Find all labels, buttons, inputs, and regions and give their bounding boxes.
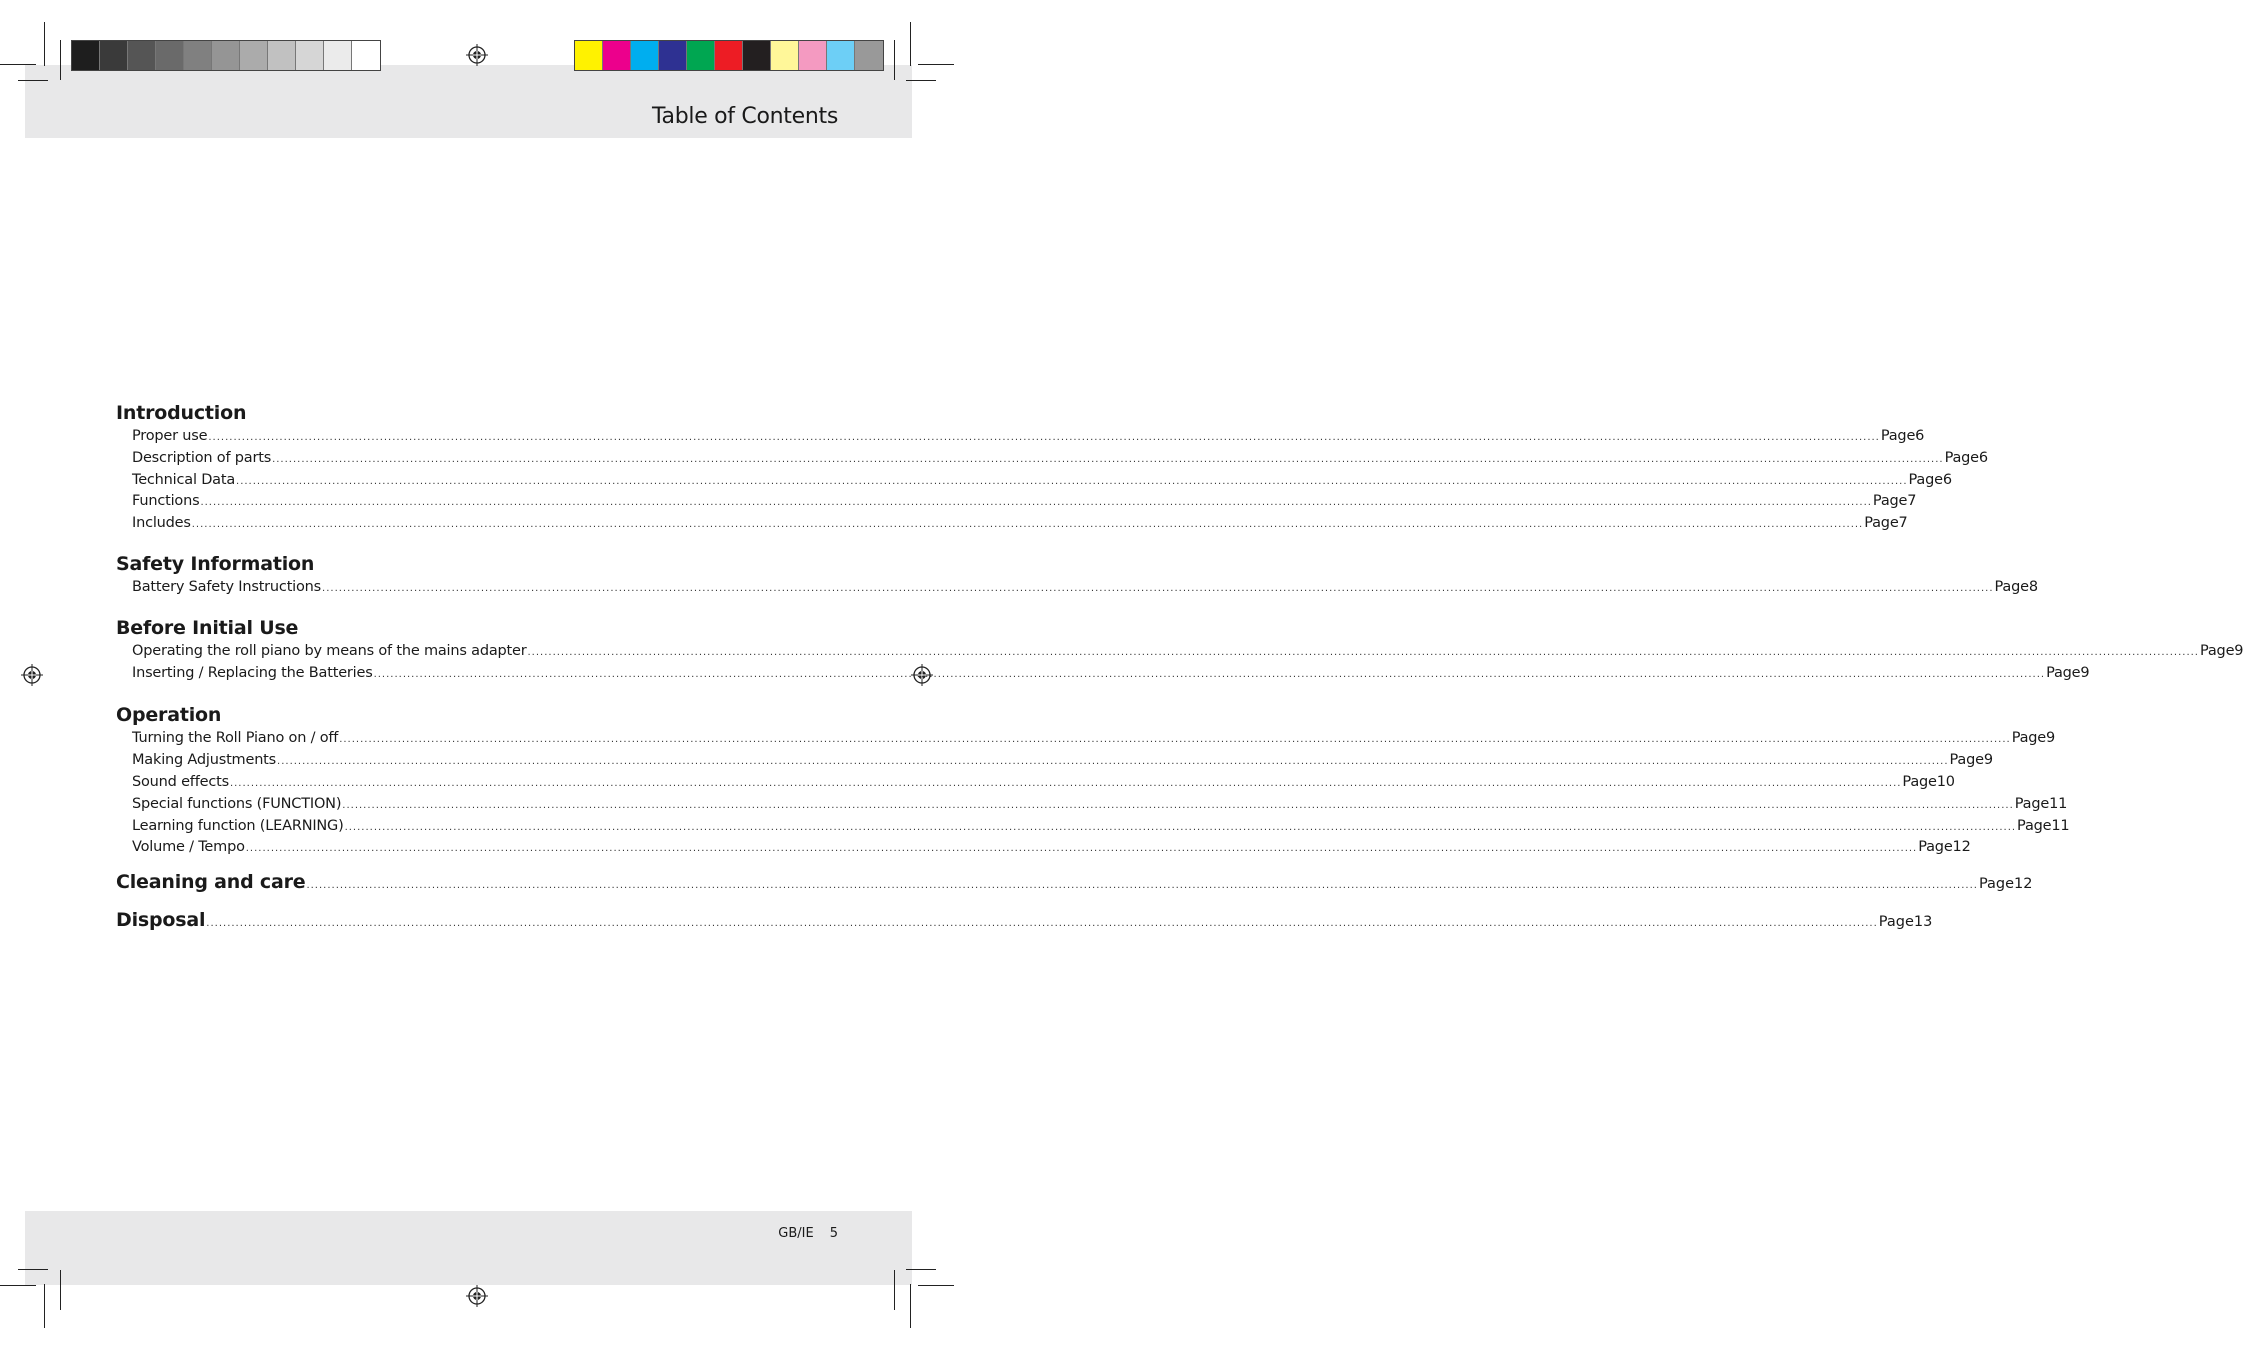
- page-number: 8: [2028, 578, 2038, 595]
- footer-band: [25, 1211, 912, 1285]
- dot-leader: ................................................................................................................................................................................................................................................................................................................................................................................................................: [236, 475, 1908, 487]
- entry-label: Includes: [132, 515, 191, 532]
- section-heading: Before Initial Use: [116, 616, 299, 639]
- toc-entry[interactable]: [116, 772, 1955, 794]
- page-label: Page: [1880, 428, 1916, 444]
- dot-leader: ................................................................................................................................................................................................................................................................................................................................................................................................................: [373, 668, 2046, 680]
- crop-mark: [910, 1284, 911, 1328]
- dot-leader: ................................................................................................................................................................................................................................................................................................................................................................................................................: [245, 843, 1918, 855]
- color-swatch: [827, 41, 855, 70]
- color-swatch: [240, 41, 268, 70]
- entry-label: Making Adjustments: [132, 752, 277, 769]
- toc-entry[interactable]: [116, 663, 2090, 685]
- color-swatch: [296, 41, 324, 70]
- footer-page-number: 5: [829, 1226, 838, 1241]
- color-swatch: [72, 41, 100, 70]
- dot-leader: ................................................................................................................................................................................................................................................................................................................................................................................................................: [339, 734, 2011, 746]
- registration-mark-icon: [466, 44, 488, 66]
- dot-leader: ................................................................................................................................................................................................................................................................................................................................................................................................................: [208, 432, 1880, 443]
- toc-section: [116, 905, 1933, 935]
- toc-entry[interactable]: [116, 837, 1971, 859]
- crop-mark: [44, 22, 45, 66]
- crop-mark: [906, 1269, 936, 1270]
- color-swatch: [100, 41, 128, 70]
- registration-mark-icon: [21, 664, 43, 686]
- dot-leader: ................................................................................................................................................................................................................................................................................................................................................................................................................: [277, 756, 1949, 768]
- entry-label: Operating the roll piano by means of the mains adapter: [132, 642, 527, 659]
- dot-leader: ................................................................................................................................................................................................................................................................................................................................................................................................................: [200, 497, 1872, 509]
- color-swatch: [743, 41, 771, 70]
- color-swatch: [268, 41, 296, 70]
- color-swatch: [687, 41, 715, 70]
- crop-mark: [906, 80, 936, 81]
- page-number: 6: [1942, 471, 1952, 488]
- color-swatch: [799, 41, 827, 70]
- page-label: Page: [1908, 471, 1943, 488]
- registration-mark-icon: [466, 1285, 488, 1307]
- entry-label: Learning function (LEARNING): [132, 817, 344, 834]
- crop-mark: [918, 1285, 954, 1286]
- page-number: 7: [1898, 515, 1908, 532]
- section-heading: Introduction: [116, 402, 247, 424]
- color-swatch: [771, 41, 799, 70]
- toc-entry[interactable]: [116, 794, 2068, 816]
- crop-mark: [894, 40, 895, 80]
- page-number: 9: [2046, 730, 2056, 747]
- page-footer: [778, 1226, 838, 1241]
- page-label: Page: [2046, 664, 2081, 681]
- table-of-contents: [116, 400, 2243, 935]
- entry-label: Turning the Roll Piano on / off: [132, 730, 339, 747]
- dot-leader: ................................................................................................................................................................................................................................................................................................................................................................................................................: [527, 646, 2199, 658]
- page-number: 9: [2080, 664, 2090, 681]
- crop-mark: [60, 40, 61, 80]
- page-number: 12: [2014, 876, 2033, 893]
- color-swatch: [352, 41, 380, 70]
- footer-locale: GB/IE: [778, 1226, 814, 1241]
- dot-leader: ................................................................................................................................................................................................................................................................................................................................................................................................................: [344, 821, 2017, 833]
- page-label: Page: [1978, 876, 2015, 893]
- toc-heading-entry[interactable]: [116, 867, 2033, 897]
- section-heading: Operation: [116, 704, 222, 727]
- page-label: Page: [1872, 493, 1908, 510]
- entry-label: Battery Safety Instructions: [132, 578, 322, 595]
- entry-label: Proper use: [132, 428, 208, 444]
- section-heading: Cleaning and care: [116, 871, 306, 894]
- page-number: 9: [1983, 752, 1993, 769]
- toc-section: [116, 702, 2070, 859]
- dot-leader: ................................................................................................................................................................................................................................................................................................................................................................................................................: [206, 918, 1878, 930]
- page-label: Page: [1878, 914, 1914, 931]
- color-swatch: [855, 41, 883, 70]
- crop-mark: [60, 1270, 61, 1310]
- toc-entry[interactable]: [116, 470, 1952, 492]
- crop-mark: [0, 64, 36, 65]
- dot-leader: ................................................................................................................................................................................................................................................................................................................................................................................................................: [342, 799, 2014, 811]
- page-label: Page: [1949, 752, 1984, 769]
- toc-entry[interactable]: [116, 491, 1917, 513]
- page-number: 7: [1907, 493, 1917, 510]
- toc-entry[interactable]: [116, 816, 2070, 838]
- color-swatch: [324, 41, 352, 70]
- toc-section: [116, 551, 2038, 599]
- entry-label: Technical Data: [132, 471, 236, 488]
- page-number: 12: [1952, 839, 1971, 856]
- grayscale-control-strip: [71, 40, 381, 71]
- toc-entry[interactable]: [116, 448, 1988, 470]
- page-number: 11: [2051, 817, 2070, 834]
- dot-leader: ................................................................................................................................................................................................................................................................................................................................................................................................................: [229, 777, 1902, 789]
- entry-label: Volume / Tempo: [132, 839, 245, 856]
- toc-entry[interactable]: [116, 641, 2243, 663]
- crop-mark: [0, 1285, 36, 1286]
- color-swatch: [128, 41, 156, 70]
- page-label: Page: [2017, 817, 2052, 834]
- page-number: 6: [1978, 449, 1988, 466]
- color-swatch: [212, 41, 240, 70]
- entry-label: Sound effects: [132, 773, 229, 790]
- page-label: Page: [2014, 795, 2050, 812]
- dot-leader: ................................................................................................................................................................................................................................................................................................................................................................................................................: [272, 453, 1944, 465]
- color-control-strip: [574, 40, 884, 71]
- section-heading: Safety Information: [116, 552, 315, 575]
- page-number: 13: [1913, 914, 1933, 931]
- dot-leader: ................................................................................................................................................................................................................................................................................................................................................................................................................: [322, 582, 1994, 594]
- section-heading: Disposal: [116, 909, 206, 932]
- entry-label: Inserting / Replacing the Batteries: [132, 664, 373, 681]
- page-number: 6: [1915, 428, 1925, 444]
- page-title: Table of Contents: [652, 104, 838, 129]
- toc-entry[interactable]: [116, 728, 2056, 750]
- crop-mark: [44, 1284, 45, 1328]
- page-label: Page: [2011, 730, 2046, 747]
- toc-entry[interactable]: [116, 426, 1925, 448]
- page-label: Page: [1864, 515, 1899, 532]
- page-label: Page: [1994, 578, 2029, 595]
- toc-entry[interactable]: [116, 750, 1993, 772]
- entry-label: Special functions (FUNCTION): [132, 795, 342, 812]
- entry-label: Description of parts: [132, 449, 272, 466]
- page-number: 11: [2049, 795, 2068, 812]
- page-number: 10: [1936, 773, 1955, 790]
- color-swatch: [184, 41, 212, 70]
- color-swatch: [156, 41, 184, 70]
- crop-mark: [918, 64, 954, 65]
- color-swatch: [631, 41, 659, 70]
- page-label: Page: [2199, 642, 2235, 659]
- toc-section: [116, 615, 2243, 685]
- dot-leader: ................................................................................................................................................................................................................................................................................................................................................................................................................: [306, 880, 1978, 892]
- crop-mark: [18, 1269, 48, 1270]
- page-label: Page: [1918, 839, 1953, 856]
- entry-label: Functions: [132, 493, 200, 510]
- page-label: Page: [1944, 449, 1979, 466]
- page-number: 9: [2234, 642, 2243, 659]
- color-swatch: [659, 41, 687, 70]
- dot-leader: ................................................................................................................................................................................................................................................................................................................................................................................................................: [191, 519, 1864, 531]
- page-label: Page: [1902, 773, 1937, 790]
- color-swatch: [575, 41, 603, 70]
- color-swatch: [603, 41, 631, 70]
- toc-heading-entry[interactable]: [116, 905, 1933, 935]
- toc-section: [116, 867, 2033, 897]
- toc-entry[interactable]: [116, 577, 2038, 599]
- toc-section: [116, 400, 1988, 535]
- crop-mark: [894, 1270, 895, 1310]
- crop-mark: [910, 22, 911, 66]
- toc-entry[interactable]: [116, 513, 1908, 535]
- crop-mark: [18, 80, 48, 81]
- color-swatch: [715, 41, 743, 70]
